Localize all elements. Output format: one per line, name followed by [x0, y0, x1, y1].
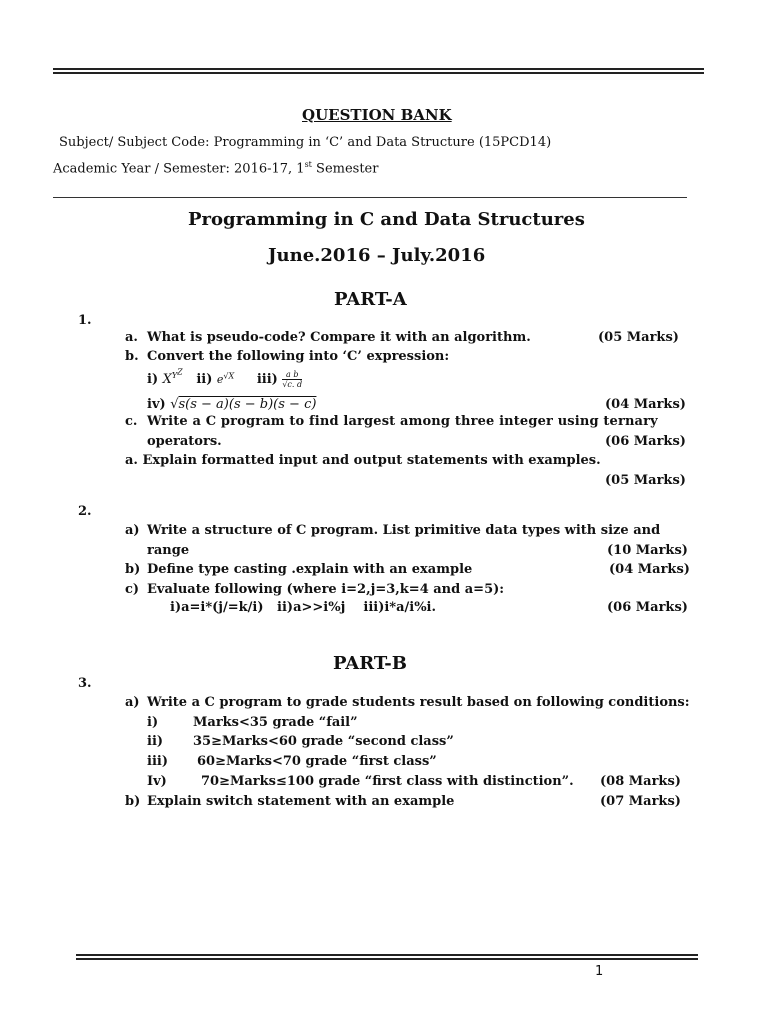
header-divider — [53, 197, 687, 198]
condition-4-text: 70≥Marks≤100 grade “first class with distinction”. — [201, 774, 574, 789]
q3b-prefix: b) — [125, 794, 141, 809]
subject-line: Subject/ Subject Code: Programming in ‘C’ and Data Structure (15PCD14) — [59, 135, 552, 150]
condition-4-num: Iv) — [147, 774, 167, 789]
q1-number: 1. — [78, 313, 92, 328]
x-power-y-power-z: $X^{Y^Z}$ — [162, 367, 183, 387]
q1a-prefix: a. — [125, 330, 138, 345]
q2a-prefix: a) — [125, 523, 140, 538]
q2c-items: i)a=i*(j/=k/i) ii)a>>i%j iii)i*a/i%i. — [170, 600, 437, 615]
q2c-marks: (06 Marks) — [607, 600, 688, 615]
heron-formula-expression: √s(s − a)(s − b)(s − c) — [170, 397, 317, 412]
q2b-marks: (04 Marks) — [609, 562, 690, 577]
q2b-prefix: b) — [125, 562, 141, 577]
condition-1-num: i) — [147, 715, 159, 730]
academic-suffix: Semester — [311, 161, 379, 177]
part-b-heading: PART-B — [333, 653, 407, 674]
condition-2-text: 35≥Marks<60 grade “second class” — [193, 734, 454, 749]
part-a-heading: PART-A — [334, 289, 407, 310]
q1d-marks: (05 Marks) — [605, 473, 686, 488]
q1b-prefix: b. — [125, 349, 139, 364]
page-number: 1 — [595, 964, 604, 979]
academic-prefix: Academic Year / Semester: 2016-17, 1 — [53, 161, 305, 177]
q1c-marks: (06 Marks) — [605, 434, 686, 449]
q1b-ii-label: ii) — [196, 371, 213, 387]
condition-3-num: iii) — [147, 754, 168, 769]
condition-2-num: ii) — [147, 734, 164, 749]
q1b-marks: (04 Marks) — [605, 397, 686, 412]
q3a-marks: (08 Marks) — [600, 774, 681, 789]
q1b-iv-label: iv) — [147, 397, 166, 412]
e-power-sqrt-x: $e^{√X}$ — [216, 371, 235, 386]
q2-number: 2. — [78, 504, 92, 519]
q3a-prefix: a) — [125, 695, 140, 710]
q3b-text: Explain switch statement with an example — [147, 794, 455, 809]
exam-period: June.2016 – July.2016 — [268, 245, 486, 266]
condition-3-text: 60≥Marks<70 grade “first class” — [197, 754, 437, 769]
academic-sup: st — [304, 160, 312, 169]
q1b-expressions — [147, 367, 302, 389]
q1a-text: What is pseudo-code? Compare it with an algorithm. — [147, 330, 531, 345]
q3a-text: Write a C program to grade students result based on following conditions: — [147, 695, 690, 710]
q1b-text: Convert the following into ‘C’ expression: — [147, 349, 450, 364]
doc-title: QUESTION BANK — [302, 106, 452, 124]
q2c-prefix: c) — [125, 582, 140, 597]
q2a-marks: (10 Marks) — [607, 543, 688, 558]
q3b-marks: (07 Marks) — [600, 794, 681, 809]
fraction-ab-over-sqrt-cd: $\frac{\text{a b}}{√c. d}$ — [282, 369, 303, 389]
q1b-iv — [147, 397, 316, 412]
q2a-text-line1: Write a structure of C program. List primitive data types with size and — [147, 523, 661, 538]
q1c-prefix: c. — [125, 414, 138, 429]
q2c-text: Evaluate following (where i=2,j=3,k=4 and a=5): — [147, 582, 505, 597]
course-title: Programming in C and Data Structures — [188, 209, 585, 230]
q3-number: 3. — [78, 676, 92, 691]
q1a-marks: (05 Marks) — [598, 330, 679, 345]
footer-rule — [76, 954, 698, 960]
condition-1-text: Marks<35 grade “fail” — [193, 715, 358, 730]
q1b-i-label: i) — [147, 371, 159, 387]
academic-line — [53, 160, 378, 176]
q2b-text: Define type casting .explain with an example — [147, 562, 473, 577]
q1b-iii-label: iii) — [256, 371, 278, 387]
top-rule — [53, 68, 704, 74]
q2a-text-line2: range — [147, 543, 190, 558]
q1c-text-line2: operators. — [147, 434, 222, 449]
q1d-text: a. Explain formatted input and output statements with examples. — [125, 453, 601, 468]
q1c-text-line1: Write a C program to find largest among three integer using ternary — [147, 414, 658, 429]
